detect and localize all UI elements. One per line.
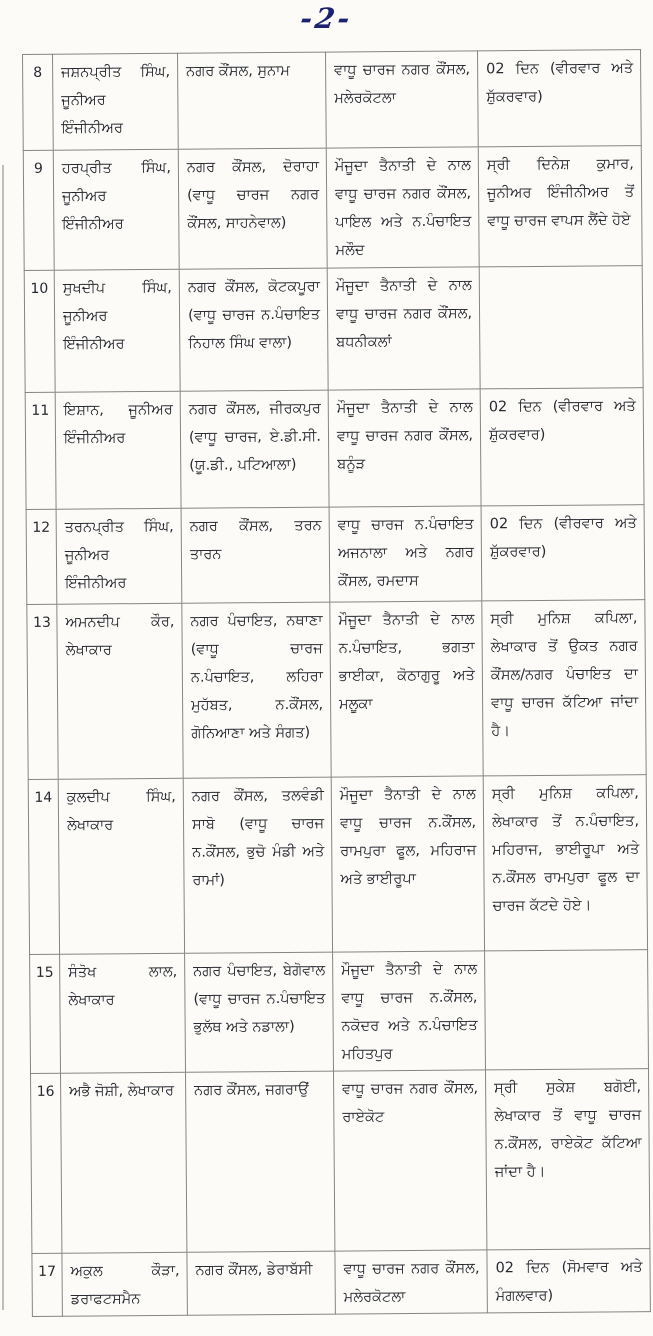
cell-current-posting: ਨਗਰ ਕੌਂਸਲ, ਕੋਟਕਪੂਰਾ (ਵਾਧੂ ਚਾਰਜ ਨ.ਪੰਚਾਇਤ ਨਿਹਾਲ ਸਿੰਘ ਵਾਲਾ) xyxy=(179,268,328,391)
scan-edge-artifact xyxy=(2,165,4,1310)
cell-additional-charge: ਮੌਜੂਦਾ ਤੈਨਾਤੀ ਦੇ ਨਾਲ ਵਾਧੂ ਚਾਰਜ ਨਗਰ ਕੌਂਸਲ, ਬਧਨੀਕਲਾਂ xyxy=(327,267,480,390)
cell-current-posting: ਨਗਰ ਪੰਚਾਇਤ, ਬੇਗੋਵਾਲ (ਵਾਧੂ ਚਾਰਜ ਨ.ਪੰਚਾਇਤ ਭੁਲੱਥ ਅਤੇ ਨਡਾਲਾ) xyxy=(185,952,334,1072)
page-number: -2- xyxy=(298,2,355,35)
cell-employee-name: ਸੰਤੋਖ ਲਾਲ, ਲੇਖਾਕਾਰ xyxy=(60,953,186,1073)
cell-remarks: 02 ਦਿਨ (ਵੀਰਵਾਰ ਅਤੇ ਸ਼ੁੱਕਰਵਾਰ) xyxy=(477,50,641,147)
cell-additional-charge: ਮੌਜੂਦਾ ਤੈਨਾਤੀ ਦੇ ਨਾਲ ਵਾਧੂ ਚਾਰਜ ਨਗਰ ਕੌਂਸਲ, ਬਨੂੰੜ xyxy=(328,389,481,507)
cell-serial-number: 17 xyxy=(32,1253,62,1316)
cell-additional-charge: ਮੌਜੂਦਾ ਤੈਨਾਤੀ ਦੇ ਨਾਲ ਵਾਧੂ ਚਾਰਜ ਨਗਰ ਕੌਂਸਲ, ਪਾਇਲ ਅਤੇ ਨ.ਪੰਚਾਇਤ ਮਲੌਦ xyxy=(326,147,479,268)
cell-remarks xyxy=(479,266,643,389)
cell-additional-charge: ਮੌਜੂਦਾ ਤੈਨਾਤੀ ਦੇ ਨਾਲ ਨ.ਪੰਚਾਇਤ, ਭਗਤਾ ਭਾਈਕਾ, ਕੋਠਾਗੁਰੂ ਅਤੇ ਮਲੂਕਾ xyxy=(330,601,483,777)
cell-remarks: ਸ੍ਰੀ ਸੁਕੇਸ਼ ਬਗੋਈ, ਲੇਖਾਕਾਰ ਤੋਂ ਵਾਧੂ ਚਾਰਜ ਨ.ਕੌਂਸਲ, ਰਾਏਕੋਟ ਕੱਟਿਆ ਜਾਂਦਾ ਹੈ। xyxy=(485,1069,649,1250)
cell-employee-name: ਸੁਖਦੀਪ ਸਿੰਘ, ਜੂਨੀਅਰ ਇੰਜੀਨੀਅਰ xyxy=(54,269,180,392)
cell-current-posting: ਨਗਰ ਕੌਂਸਲ, ਤਰਨ ਤਾਰਨ xyxy=(181,507,330,603)
cell-employee-name: ਜਸ਼ਨਪ੍ਰੀਤ ਸਿੰਘ, ਜੂਨੀਅਰ ਇੰਜੀਨੀਅਰ xyxy=(53,53,179,150)
cell-current-posting: ਨਗਰ ਕੌਂਸਲ, ਜੀਰਕਪੁਰ (ਵਾਧੂ ਚਾਰਜ, ਏ.ਡੀ.ਸੀ. (ਯੂ.ਡੀ., ਪਟਿਆਲਾ) xyxy=(180,390,329,508)
cell-employee-name: ਅਭੈ ਜੋਸ਼ੀ, ਲੇਖਾਕਾਰ xyxy=(61,1072,187,1253)
cell-remarks: ਸ੍ਰੀ ਦਿਨੇਸ਼ ਕੁਮਾਰ, ਜੂਨੀਅਰ ਇੰਜੀਨੀਅਰ ਤੋਂ ਵਾਧੂ ਚਾਰਜ ਵਾਪਸ ਲੈਂਦੇ ਹੋਏ xyxy=(478,146,642,267)
cell-employee-name: ਅਮਨਦੀਪ ਕੌਰ, ਲੇਖਾਕਾਰ xyxy=(57,603,183,779)
cell-serial-number: 14 xyxy=(28,779,59,954)
cell-employee-name: ਇਸ਼ਾਨ, ਜੂਨੀਅਰ ਇੰਜੀਨੀਅਰ xyxy=(55,391,181,509)
cell-serial-number: 8 xyxy=(23,54,54,150)
table-row xyxy=(32,1249,650,1317)
cell-employee-name: ਕੁਲਦੀਪ ਸਿੰਘ, ਲੇਖਾਕਾਰ xyxy=(58,778,184,954)
cell-serial-number: 9 xyxy=(23,150,54,270)
cell-remarks: 02 ਦਿਨ (ਵੀਰਵਾਰ ਅਤੇ ਸ਼ੁੱਕਰਵਾਰ) xyxy=(481,505,645,601)
cell-additional-charge: ਵਾਧੂ ਚਾਰਜ ਨਗਰ ਕੌਂਸਲ, ਮਲੇਰਕੋਟਲਾ xyxy=(325,51,478,148)
cell-additional-charge: ਮੌਜੂਦਾ ਤੈਨਾਤੀ ਦੇ ਨਾਲ ਵਾਧੂ ਚਾਰਜ ਨ.ਕੌਂਸਲ, ਨਕੋਦਰ ਅਤੇ ਨ.ਪੰਚਾਇਤ ਮਹਿਤਪੁਰ xyxy=(333,951,486,1071)
document-body xyxy=(22,49,650,1317)
cell-remarks: ਸ੍ਰੀ ਮੁਨਿਸ਼ ਕਪਿਲਾ, ਲੇਖਾਕਾਰ ਤੋਂ ਨ.ਪੰਚਾਇਤ, ਮਹਿਰਾਜ, ਭਾਈਰੂਪਾ ਅਤੇ ਨ.ਕੌਂਸਲ ਰਾਮਪੁਰਾ ਫੂਲ ਦਾ ਚਾਰਜ ਕੱਟਦੇ ਹੋਏ। xyxy=(483,775,647,951)
cell-remarks: ਸ੍ਰੀ ਮੁਨਿਸ਼ ਕਪਿਲਾ, ਲੇਖਾਕਾਰ ਤੋਂ ਉਕਤ ਨਗਰ ਕੌਂਸਲ/ਨਗਰ ਪੰਚਾਇਤ ਦਾ ਵਾਧੂ ਚਾਰਜ ਕੱਟਿਆ ਜਾਂਦਾ ਹੈ। xyxy=(482,600,646,776)
cell-additional-charge: ਵਾਧੂ ਚਾਰਜ ਨਗਰ ਕੌਂਸਲ, ਰਾਏਕੋਟ xyxy=(333,1070,486,1251)
cell-additional-charge: ਵਾਧੂ ਚਾਰਜ ਨਗਰ ਕੌਂਸਲ, ਮਲੇਰਕੋਟਲਾ xyxy=(335,1250,487,1314)
cell-remarks: 02 ਦਿਨ (ਸੋਮਵਾਰ ਅਤੇ ਮੰਗਲਵਾਰ) xyxy=(487,1249,650,1313)
table-row xyxy=(23,146,642,271)
cell-serial-number: 15 xyxy=(30,954,61,1073)
cell-current-posting: ਨਗਰ ਕੌਂਸਲ, ਤਲਵੰਡੀ ਸਾਬੋ (ਵਾਧੂ ਚਾਰਜ ਨ.ਕੌਂਸਲ, ਭੁਚੋ ਮੰਡੀ ਅਤੇ ਰਾਮਾਂ) xyxy=(183,777,332,953)
cell-current-posting: ਨਗਰ ਪੰਚਾਇਤ, ਨਥਾਣਾ (ਵਾਧੂ ਚਾਰਜ ਨ.ਪੰਚਾਇਤ, ਲਹਿਰਾ ਮੁਹੱਬਤ, ਨ.ਕੌਂਸਲ, ਗੋਨਿਆਣਾ ਅਤੇ ਸੰਗਤ) xyxy=(182,602,331,778)
cell-employee-name: ਤਰਨਪ੍ਰੀਤ ਸਿੰਘ, ਜੂਨੀਅਰ ਇੰਜੀਨੀਅਰ xyxy=(56,508,182,604)
table-row xyxy=(23,50,642,151)
table-row xyxy=(26,505,645,605)
table-row xyxy=(27,600,646,780)
transfer-orders-table xyxy=(22,49,651,1317)
cell-additional-charge: ਮੌਜੂਦਾ ਤੈਨਾਤੀ ਦੇ ਨਾਲ ਵਾਧੂ ਚਾਰਜ ਨ.ਕੌਂਸਲ, ਰਾਮਪੁਰਾ ਫੂਲ, ਮਹਿਰਾਜ ਅਤੇ ਭਾਈਰੂਪਾ xyxy=(331,776,484,952)
cell-current-posting: ਨਗਰ ਕੌਂਸਲ, ਡੇਰਾਬੱਸੀ xyxy=(187,1251,335,1315)
cell-remarks: 02 ਦਿਨ (ਵੀਰਵਾਰ ਅਤੇ ਸ਼ੁੱਕਰਵਾਰ) xyxy=(480,388,644,506)
cell-current-posting: ਨਗਰ ਕੌਂਸਲ, ਦੋਰਾਹਾ (ਵਾਧੂ ਚਾਰਜ ਨਗਰ ਕੌਂਸਲ, ਸਾਹਨੇਵਾਲ) xyxy=(178,148,327,269)
table-row xyxy=(30,950,649,1074)
table-row xyxy=(28,775,647,955)
cell-serial-number: 16 xyxy=(31,1073,62,1253)
cell-current-posting: ਨਗਰ ਕੌਂਸਲ, ਜਗਰਾਉਂ xyxy=(186,1071,335,1252)
cell-employee-name: ਹਰਪ੍ਰੀਤ ਸਿੰਘ, ਜੂਨੀਅਰ ਇੰਜੀਨੀਅਰ xyxy=(53,149,179,270)
cell-serial-number: 11 xyxy=(25,392,56,509)
cell-additional-charge: ਵਾਧੂ ਚਾਰਜ ਨ.ਪੰਚਾਇਤ ਅਜਨਾਲਾ ਅਤੇ ਨਗਰ ਕੌਂਸਲ, ਰਮਦਾਸ xyxy=(329,506,482,602)
table-row xyxy=(24,266,643,393)
cell-employee-name: ਅਕੁਲ ਕੌੜਾ, ਡਰਾਫਟਸਮੈਨ xyxy=(62,1252,187,1316)
cell-remarks xyxy=(485,950,649,1070)
table-row xyxy=(31,1069,650,1254)
cell-serial-number: 10 xyxy=(24,270,55,392)
cell-serial-number: 12 xyxy=(26,509,57,604)
cell-serial-number: 13 xyxy=(27,604,58,779)
cell-current-posting: ਨਗਰ ਕੌਂਸਲ, ਸੁਨਾਮ xyxy=(177,52,326,149)
table-row xyxy=(25,388,644,510)
